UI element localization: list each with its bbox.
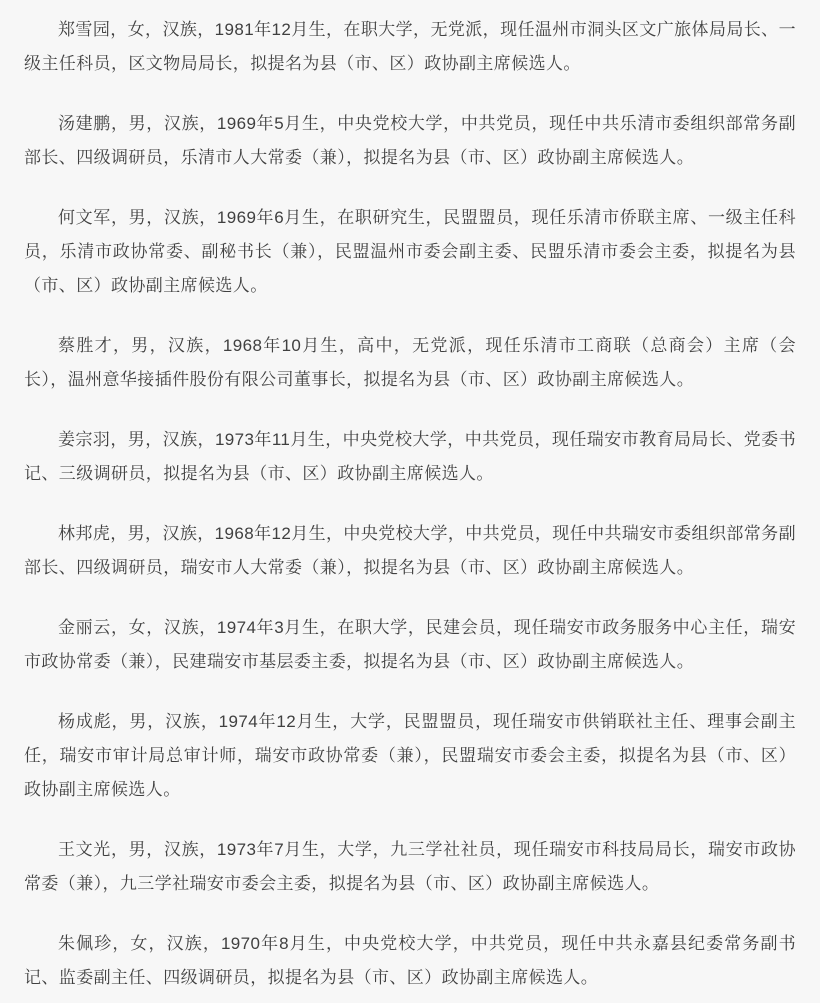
bio-paragraph-tangjianpeng: 汤建鹏，男，汉族，1969年5月生，中央党校大学，中共党员，现任中共乐清市委组织部常务副部长、四级调研员，乐清市人大常委（兼），拟提名为县（市、区）政协副主席候选人。 bbox=[24, 114, 796, 167]
bio-paragraph-hewenjun: 何文军，男，汉族，1969年6月生，在职研究生，民盟盟员，现任乐清市侨联主席、一级主任科员，乐清市政协常委、副秘书长（兼），民盟温州市委会副主委、民盟乐清市委会主委，拟提名为县（市、区）政协副主席候选人。 bbox=[24, 208, 796, 295]
bio-paragraph-zhupeizhen: 朱佩珍，女，汉族，1970年8月生，中央党校大学，中共党员，现任中共永嘉县纪委常务副书记、监委副主任、四级调研员，拟提名为县（市、区）政协副主席候选人。 bbox=[24, 934, 796, 987]
bio-paragraph-caishengcai: 蔡胜才，男，汉族，1968年10月生，高中，无党派，现任乐清市工商联（总商会）主席（会长），温州意华接插件股份有限公司董事长，拟提名为县（市、区）政协副主席候选人。 bbox=[24, 336, 796, 389]
bio-paragraph-zhengxueyuan: 郑雪园，女，汉族，1981年12月生，在职大学，无党派，现任温州市洞头区文广旅体局局长、一级主任科员，区文物局局长，拟提名为县（市、区）政协副主席候选人。 bbox=[24, 20, 796, 73]
bio-paragraph-wangwenguang: 王文光，男，汉族，1973年7月生，大学，九三学社社员，现任瑞安市科技局局长，瑞安市政协常委（兼），九三学社瑞安市委会主委，拟提名为县（市、区）政协副主席候选人。 bbox=[24, 840, 796, 893]
bio-paragraph-linbanghu: 林邦虎，男，汉族，1968年12月生，中央党校大学，中共党员，现任中共瑞安市委组织部常务副部长、四级调研员，瑞安市人大常委（兼），拟提名为县（市、区）政协副主席候选人。 bbox=[24, 524, 796, 577]
bio-paragraph-yangchengbiao: 杨成彪，男，汉族，1974年12月生，大学，民盟盟员，现任瑞安市供销联社主任、理事会副主任，瑞安市审计局总审计师，瑞安市政协常委（兼），民盟瑞安市委会主委，拟提名为县（市、区）政协副主席候选人。 bbox=[24, 712, 796, 799]
bio-paragraph-jiangzongyu: 姜宗羽，男，汉族，1973年11月生，中央党校大学，中共党员，现任瑞安市教育局局长、党委书记、三级调研员，拟提名为县（市、区）政协副主席候选人。 bbox=[24, 430, 796, 483]
bio-paragraph-jinliyun: 金丽云，女，汉族，1974年3月生，在职大学，民建会员，现任瑞安市政务服务中心主任，瑞安市政协常委（兼），民建瑞安市基层委主委，拟提名为县（市、区）政协副主席候选人。 bbox=[24, 618, 796, 671]
